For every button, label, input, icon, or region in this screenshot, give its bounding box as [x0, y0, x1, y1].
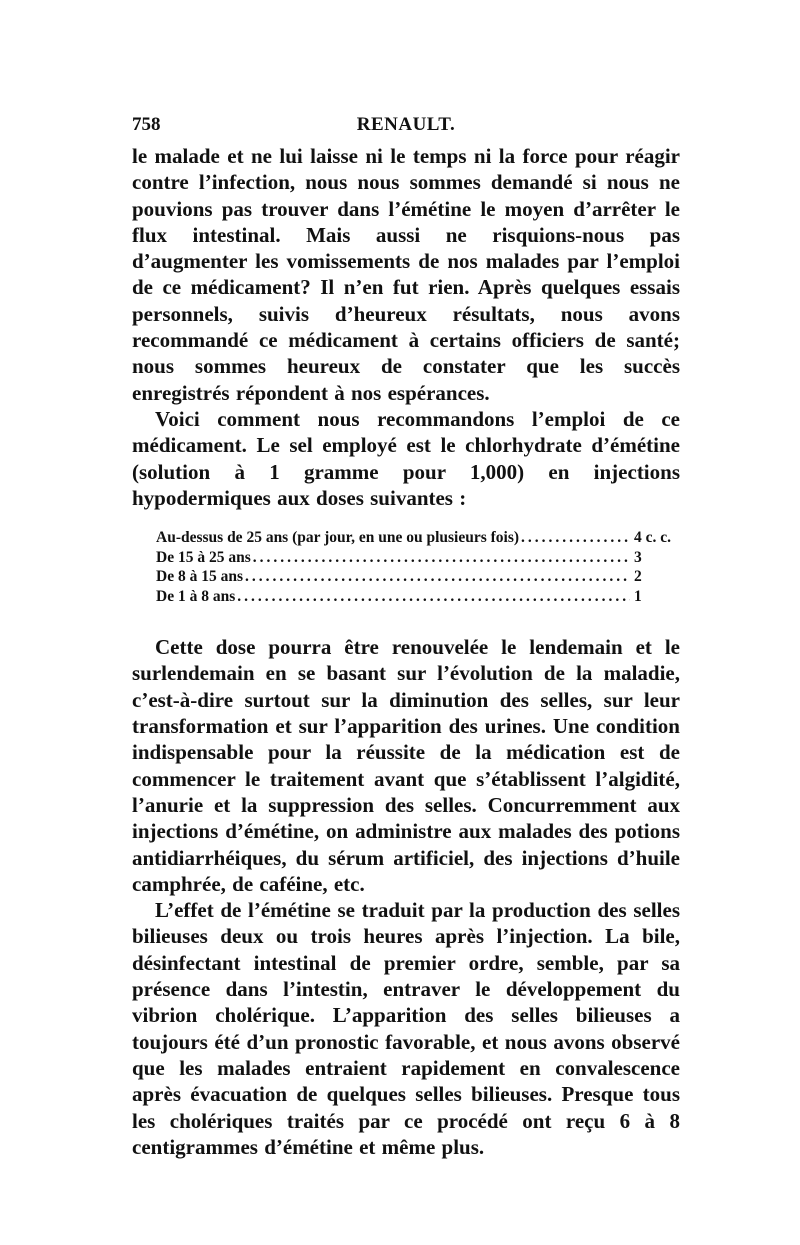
page-header: [132, 114, 680, 142]
dot-leader: [521, 528, 630, 548]
dose-age-label: De 1 à 8 ans: [156, 587, 236, 605]
dose-table: [132, 528, 680, 606]
paragraph-continuation: le malade et ne lui laisse ni le temps ni la force pour réagir contre l’infection, nous nous sommes demandé si nous ne pouvions pas trouver dans l’émétine le moyen d’arrêter le flux intestinal. Mais aussi ne risquions-nous pas d’augmenter les vomissements de nos malades par l’emploi de ce médicament? Il n’en fut rien. Après quelques essais personnels, suivis d’heureux résultats, nous avons recommandé ce médicament à certains officiers de santé; nous sommes heureux de constater que les succès enregistrés répondent à nos espérances.: [132, 144, 680, 405]
dot-leader: [245, 567, 630, 587]
paragraph-dose-renewal: Cette dose pourra être renouvelée le lendemain et le surlendemain en se basant sur l’évolution de la maladie, c’est-à-dire surtout sur la diminution des selles, sur leur transformation et sur l’apparition des urines. Une condition indispensable pour la réussite de la médication est de commencer le traitement avant que s’établissent l’algidité, l’anurie et la suppression des selles. Concurremment aux injections d’émétine, on administre aux malades des potions antidiarrhéiques, du sérum artificiel, des injections d’huile camphrée, de caféine, etc.: [132, 635, 680, 896]
dose-age-label: De 8 à 15 ans: [156, 568, 243, 586]
page-body: [132, 143, 680, 1160]
running-title: RENAULT.: [356, 114, 456, 135]
dose-age-label: De 15 à 25 ans: [156, 548, 251, 566]
dose-age-label: Au-dessus de 25 ans (par jour, en une ou plusieurs fois): [156, 529, 520, 547]
dose-row: [156, 587, 680, 607]
dose-value: 3: [634, 548, 642, 566]
dose-value: 1: [634, 587, 642, 605]
paragraph-emetine-effect: L’effet de l’émétine se traduit par la production des selles bilieuses deux ou trois heures après l’injection. La bile, désinfectant intestinal de premier ordre, semble, par sa présence dans l’intestin, entraver le développement du vibrion cholérique. L’apparition des selles bilieuses a toujours été d’un pronostic favorable, et nous avons observé que les malades entraient rapidement en convalescence après évacuation de quelques selles bilieuses. Presque tous les cholériques traités par ce procédé ont reçu 6 à 8 centigrammes d’émétine et même plus.: [132, 898, 680, 1159]
dose-value: 2: [634, 568, 642, 586]
dose-row: [156, 567, 680, 587]
dose-value: 4 c. c.: [634, 529, 672, 547]
dot-leader: [237, 587, 630, 607]
dose-row: [156, 528, 680, 548]
dose-row: [156, 548, 680, 568]
page-number: 758: [132, 114, 161, 135]
paragraph-dosage-intro: Voici comment nous recommandons l’emploi de ce médicament. Le sel employé est le chlorhydrate d’émétine (solution à 1 gramme pour 1,000) en injections hypodermiques aux doses suivantes :: [132, 406, 680, 510]
dot-leader: [253, 548, 630, 568]
